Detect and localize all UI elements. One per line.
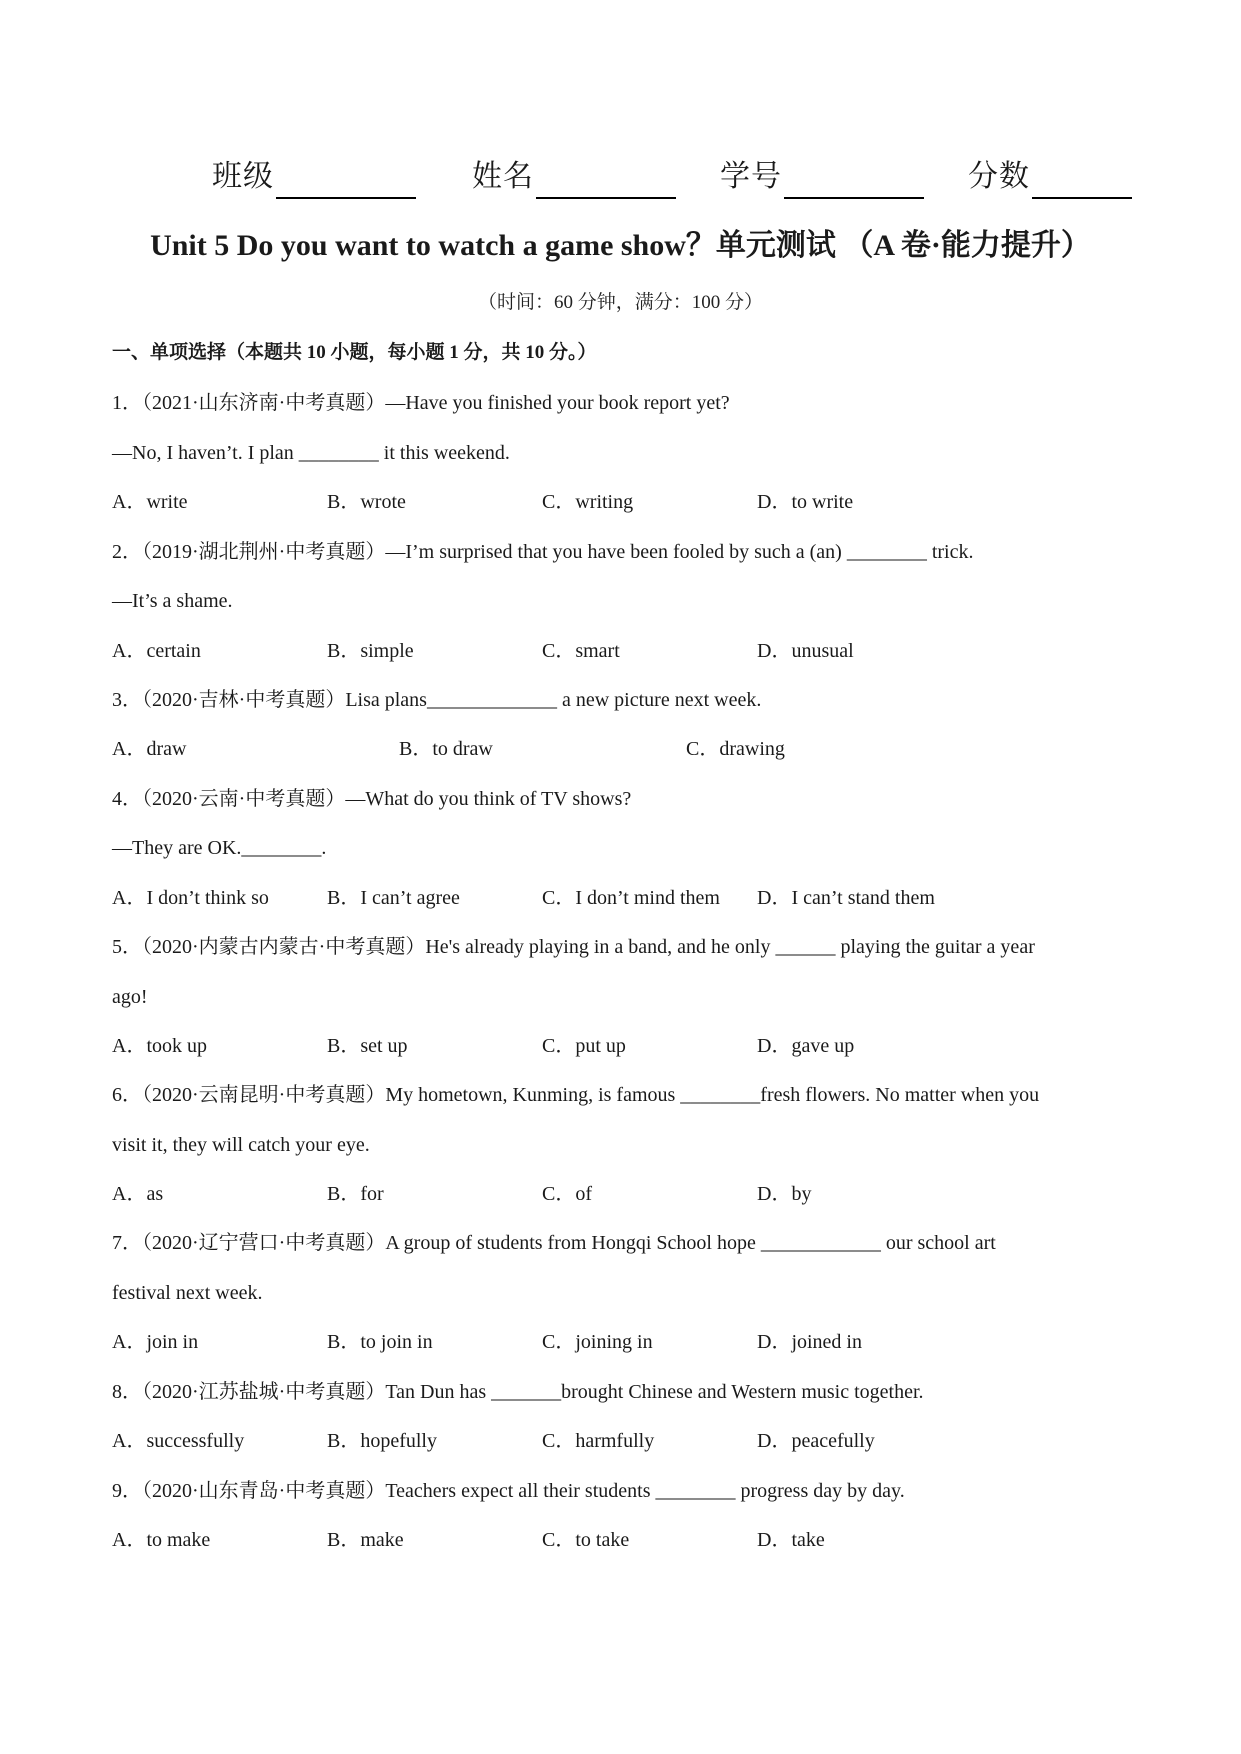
question-2-stem: 2．（2019·湖北荆州·中考真题）—I’m surprised that you have been fooled by such a (an) ________ trick. [112, 541, 974, 563]
option-a[interactable]: A．certain [112, 640, 201, 662]
option-a[interactable]: A．successfully [112, 1430, 245, 1452]
student-id-field [720, 155, 924, 199]
option-a[interactable]: A．took up [112, 1035, 207, 1057]
page-title: Unit 5 Do you want to watch a game show？单元测试 （A 卷·能力提升） [150, 229, 1091, 262]
option-d[interactable]: D．peacefully [757, 1430, 875, 1452]
option-b[interactable]: B．I can’t agree [327, 887, 460, 909]
option-b[interactable]: B．set up [327, 1035, 408, 1057]
option-c[interactable]: C．to take [542, 1529, 630, 1551]
question-4-stem: 4．（2020·云南·中考真题）—What do you think of TV shows? [112, 788, 632, 810]
name-field [472, 155, 676, 199]
score-label: 分数 [968, 159, 1030, 194]
class-field [212, 155, 416, 199]
option-a[interactable]: A．as [112, 1183, 164, 1205]
question-1-line2: —No, I haven’t. I plan ________ it this weekend. [112, 442, 510, 464]
option-d[interactable]: D．by [757, 1183, 812, 1205]
exam-time-info: （时间：60 分钟，满分：100 分） [477, 292, 763, 313]
question-7-line2: festival next week. [112, 1282, 263, 1304]
option-c[interactable]: C．put up [542, 1035, 626, 1057]
option-b[interactable]: B．wrote [327, 491, 406, 513]
question-5-line2: ago! [112, 986, 148, 1008]
section-heading: 一、单项选择（本题共 10 小题，每小题 1 分，共 10 分。） [112, 342, 597, 363]
option-a[interactable]: A．I don’t think so [112, 887, 269, 909]
question-7-stem: 7．（2020·辽宁营口·中考真题）A group of students from Hongqi School hope ____________ our school art [112, 1232, 996, 1254]
question-5-stem: 5．（2020·内蒙古内蒙古·中考真题）He's already playing in a band, and he only ______ playing the guitar a year [112, 936, 1035, 958]
option-c[interactable]: C．smart [542, 640, 620, 662]
question-4-line2: —They are OK.________. [112, 837, 327, 859]
option-b[interactable]: B．simple [327, 640, 414, 662]
question-6-line2: visit it, they will catch your eye. [112, 1134, 370, 1156]
option-b[interactable]: B．to draw [399, 738, 493, 760]
student-id-label: 学号 [720, 159, 782, 194]
option-c[interactable]: C．joining in [542, 1331, 653, 1353]
option-c[interactable]: C．of [542, 1183, 592, 1205]
option-d[interactable]: D．gave up [757, 1035, 855, 1057]
question-6-stem: 6．（2020·云南昆明·中考真题）My hometown, Kunming, is famous ________fresh flowers. No matter when you [112, 1084, 1040, 1106]
question-3-stem: 3．（2020·吉林·中考真题）Lisa plans_____________ a new picture next week. [112, 689, 762, 711]
name-label: 姓名 [472, 159, 534, 194]
option-d[interactable]: D．joined in [757, 1331, 862, 1353]
student-id-blank[interactable] [784, 161, 924, 199]
option-d[interactable]: D．I can’t stand them [757, 887, 935, 909]
question-1-stem: 1．（2021·山东济南·中考真题）—Have you finished your book report yet? [112, 392, 730, 414]
option-c[interactable]: C．I don’t mind them [542, 887, 720, 909]
student-info-fields [212, 155, 1132, 205]
option-d[interactable]: D．take [757, 1529, 825, 1551]
class-blank[interactable] [276, 161, 416, 199]
question-9-stem: 9．（2020·山东青岛·中考真题）Teachers expect all their students ________ progress day by day. [112, 1480, 905, 1502]
option-b[interactable]: B．make [327, 1529, 404, 1551]
option-d[interactable]: D．unusual [757, 640, 854, 662]
option-c[interactable]: C．writing [542, 491, 634, 513]
option-a[interactable]: A．write [112, 491, 188, 513]
option-b[interactable]: B．to join in [327, 1331, 433, 1353]
score-blank[interactable] [1032, 161, 1132, 199]
class-label: 班级 [212, 159, 274, 194]
question-8-stem: 8．（2020·江苏盐城·中考真题）Tan Dun has _______brought Chinese and Western music together. [112, 1381, 924, 1403]
option-b[interactable]: B．hopefully [327, 1430, 437, 1452]
option-a[interactable]: A．draw [112, 738, 187, 760]
option-b[interactable]: B．for [327, 1183, 384, 1205]
option-a[interactable]: A．to make [112, 1529, 211, 1551]
option-c[interactable]: C．drawing [686, 738, 785, 760]
option-c[interactable]: C．harmfully [542, 1430, 655, 1452]
score-field [968, 155, 1132, 199]
option-d[interactable]: D．to write [757, 491, 854, 513]
question-2-line2: —It’s a shame. [112, 590, 233, 612]
name-blank[interactable] [536, 161, 676, 199]
option-a[interactable]: A．join in [112, 1331, 199, 1353]
